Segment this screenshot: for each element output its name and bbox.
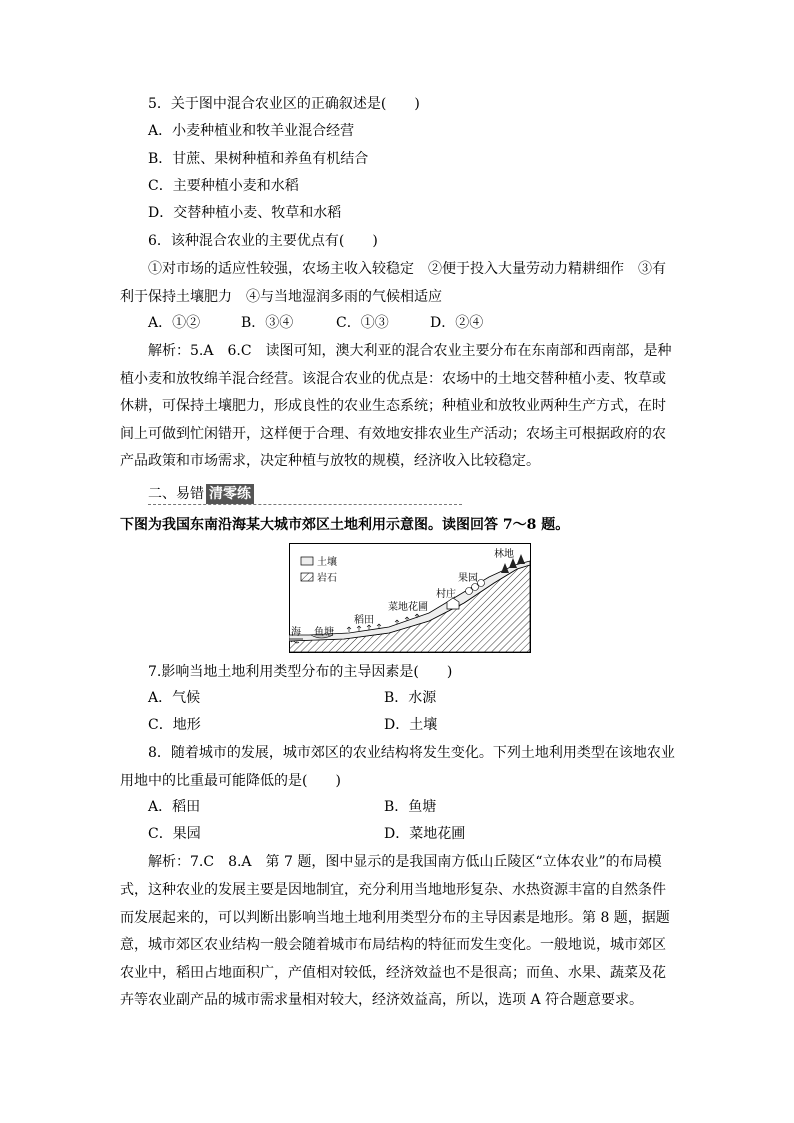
analysis2-line: 农业中，稻田占地面积广，产值相对较低，经济效益也不是很高；而鱼、水果、蔬菜及花 <box>120 965 666 981</box>
analysis1-line: 间上可做到忙闲错开，这样便于合理、有效地安排农业生产活动；农场主可根据政府的农 <box>120 426 666 442</box>
q6-stem: 6．该种混合农业的主要优点有( ) <box>148 233 378 249</box>
analysis1-line: 产品政策和市场需求，决定种植与放牧的规模，经济收入比较稳定。 <box>120 453 540 469</box>
q6-body-line-1: ①对市场的适应性较强，农场主收入较稳定 ②便于投入大量劳动力精耕细作 ③有 <box>148 261 666 277</box>
q8-option-b: B．鱼塘 <box>384 799 437 815</box>
analysis2-line: 意，城市郊区农业结构一般会随着城市布局结构的特征而发生变化。一般地说，城市郊区 <box>120 937 666 953</box>
q5-option-b: B．甘蔗、果树种植和养鱼有机结合 <box>148 151 369 167</box>
q7-option-d: D．土壤 <box>384 717 438 733</box>
q5-option-a: A．小麦种植业和牧羊业混合经营 <box>148 123 355 139</box>
q7-option-a: A．气候 <box>148 690 201 706</box>
label-sea: 海 <box>291 627 301 638</box>
legend-rock-swatch <box>301 573 313 581</box>
q8-option-a: A．稻田 <box>148 799 201 815</box>
legend-soil-swatch <box>301 557 313 565</box>
section-highlight: 清零练 <box>206 484 254 504</box>
legend-soil-label: 土壤 <box>317 557 337 568</box>
label-orchard: 果园 <box>458 573 478 584</box>
q6-option-a: A．①② <box>148 315 201 331</box>
section-prefix: 二、易错 <box>148 486 204 502</box>
q6-body-line-2: 利于保持土壤肥力 ④与当地湿润多雨的气候相适应 <box>120 289 442 305</box>
q8-option-d: D．菜地花圃 <box>384 826 466 842</box>
q7-option-b: B．水源 <box>384 690 437 706</box>
q6-option-b: B．③④ <box>241 315 294 331</box>
analysis2-line: 而发展起来的，可以判断出影响当地土地利用类型分布的主导因素是地形。第 8 题，据题 <box>120 910 670 926</box>
label-forest: 林地 <box>494 549 514 560</box>
section-divider <box>148 504 462 505</box>
section-header <box>148 484 254 504</box>
label-paddy: 稻田 <box>354 615 374 626</box>
analysis1-line: 植小麦和放牧绵羊混合经营。该混合农业的优点是：农场中的土地交替种植小麦、牧草或 <box>120 371 666 387</box>
label-village: 村庄 <box>436 589 456 600</box>
figure-intro: 下图为我国东南沿海某大城市郊区土地利用示意图。读图回答 7～8 题。 <box>120 517 570 533</box>
analysis2-line: 式，这种农业的发展主要是因地制宜，充分利用当地地形复杂、水热资源丰富的自然条件 <box>120 882 666 898</box>
q8-option-c: C．果园 <box>148 826 201 842</box>
q7-option-c: C．地形 <box>148 717 201 733</box>
q6-option-c: C．①③ <box>336 315 389 331</box>
q5-option-d: D．交替种植小麦、牧草和水稻 <box>148 205 342 221</box>
analysis2-line: 解析：7.C 8.A 第 7 题，图中显示的是我国南方低山丘陵区“立体农业”的布局模 <box>148 854 662 870</box>
analysis2-line: 卉等农业副产品的城市需求量相对较大，经济效益高，所以，选项 A 符合题意要求。 <box>120 992 644 1008</box>
analysis1-line: 休耕，可保持土壤肥力，形成良性的农业生态系统；种植业和放牧业两种生产方式，在时 <box>120 398 666 414</box>
q5-option-c: C．主要种植小麦和水稻 <box>148 178 299 194</box>
analysis1-line: 解析：5.A 6.C 读图可知，澳大利亚的混合农业主要分布在东南部和西南部，是种 <box>148 343 672 359</box>
q5-stem: 5．关于图中混合农业区的正确叙述是( ) <box>148 96 420 112</box>
legend-rock-label: 岩石 <box>317 573 337 584</box>
label-vegetable: 菜地花圃 <box>388 602 428 613</box>
label-fishpond: 鱼塘 <box>314 627 334 638</box>
q8-stem-line-1: 8．随着城市的发展，城市郊区的农业结构将发生变化。下列土地利用类型在该地农业 <box>148 745 675 761</box>
q8-stem-line-2: 用地中的比重最可能降低的是( ) <box>120 773 341 789</box>
q7-stem: 7.影响当地土地利用类型分布的主导因素是( ) <box>148 664 453 680</box>
land-use-diagram <box>289 543 531 653</box>
q6-option-d: D．②④ <box>430 315 484 331</box>
